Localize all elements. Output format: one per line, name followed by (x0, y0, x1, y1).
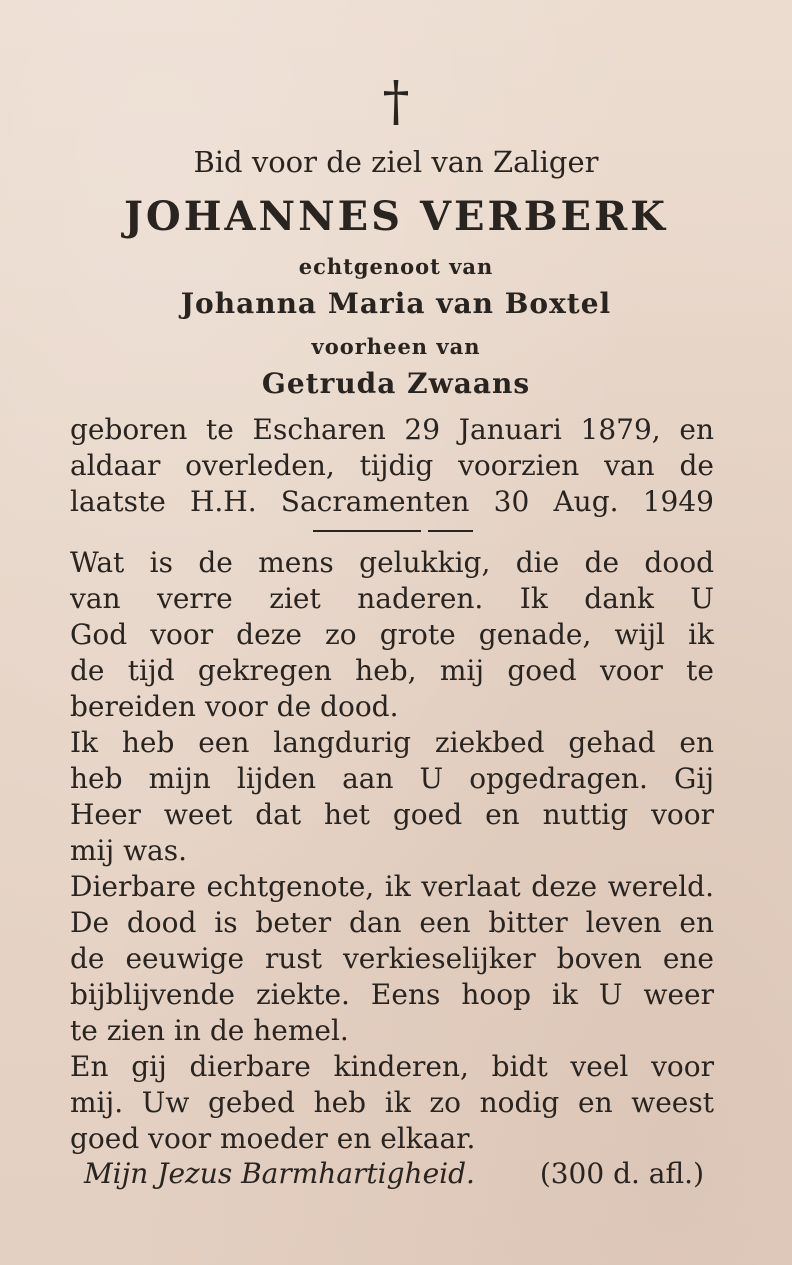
previous-spouse-name: Getruda Zwaans (261, 367, 531, 400)
text-line: de tijd gekregen heb, mij goed voor te (70, 654, 714, 687)
text-line: De dood is beter dan een bitter leven en (70, 906, 714, 939)
text-line: Ik heb een langdurig ziekbed gehad en (70, 726, 714, 759)
text-line: te zien in de hemel. (70, 1014, 349, 1047)
text-line: bijblijvende ziekte. Eens hoop ik U weer (70, 978, 714, 1011)
text-line: En gij dierbare kinderen, bidt veel voor (70, 1050, 714, 1083)
text-line: mij was. (70, 834, 188, 867)
cross-icon: † (382, 70, 410, 133)
spouse-name: Johanna Maria van Boxtel (180, 287, 612, 320)
text-line: God voor deze zo grote genade, wijl ik (70, 618, 714, 651)
life-line: geboren te Escharen 29 Januari 1879, en (70, 413, 714, 446)
life-line: aldaar overleden, tijdig voorzien van de (70, 449, 714, 482)
text-line: mij. Uw gebed heb ik zo nodig en weest (70, 1086, 714, 1119)
divider-line (313, 530, 421, 532)
indulgence-note: (300 d. afl.) (539, 1157, 704, 1190)
text-line: bereiden voor de dood. (70, 690, 399, 723)
text-line: Wat is de mens gelukkig, die de dood (70, 546, 714, 579)
text-line: goed voor moeder en elkaar. (70, 1122, 476, 1155)
text-line: heb mijn lijden aan U opgedragen. Gij (70, 762, 714, 795)
intro-line: Bid voor de ziel van Zaliger (193, 145, 599, 179)
closing-line (84, 1156, 704, 1192)
text-line: van verre ziet naderen. Ik dank U (70, 582, 714, 615)
text-line: de eeuwige rust verkieselijker boven ene (70, 942, 714, 975)
text-line: Heer weet dat het goed en nuttig voor (70, 798, 714, 831)
spouse-label: echtgenoot van (298, 254, 494, 279)
previous-spouse-label: voorheen van (311, 334, 481, 359)
closing-prayer: Mijn Jezus Barmhartigheid. (84, 1157, 475, 1190)
divider-line (428, 530, 473, 532)
text-line: Dierbare echtgenote, ik verlaat deze wereld. (70, 870, 714, 903)
life-line: laatste H.H. Sacramenten 30 Aug. 1949 (70, 485, 714, 518)
deceased-name: JOHANNES VERBERK (123, 193, 669, 240)
